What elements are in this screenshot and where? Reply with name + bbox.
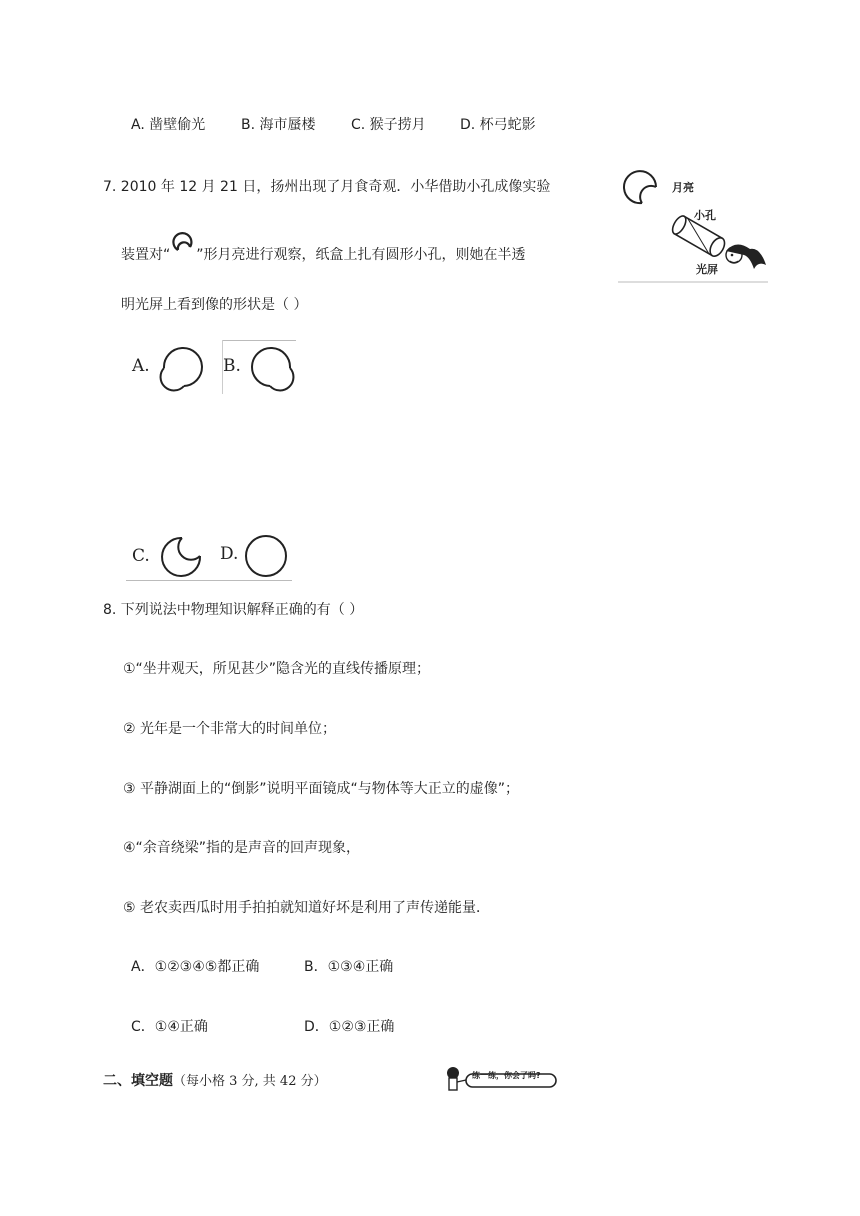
q8-option-c: C．①④正确 xyxy=(131,1019,208,1035)
q8-option-a: A．①②③④⑤都正确 xyxy=(131,959,260,975)
label-moon: 月亮 xyxy=(672,181,694,194)
section2-title: 二、填空题 xyxy=(103,1073,173,1089)
q6-option-b: B. 海市蜃楼 xyxy=(241,117,316,133)
q8-statement-5: ⑤ 老农卖西瓜时用手拍拍就知道好坏是利用了声传递能量． xyxy=(123,900,490,916)
q8-statement-1: ①“坐井观天，所见甚少”隐含光的直线传播原理； xyxy=(123,661,431,677)
q7-option-c-shape xyxy=(156,532,206,582)
practice-banner-text: 练一练，你会了吗? xyxy=(472,1071,541,1080)
q8-option-b: B．①③④正确 xyxy=(304,959,394,975)
section2-heading xyxy=(103,1072,327,1091)
q8-option-d: D．①②③正确 xyxy=(304,1019,395,1035)
q7-option-a-label: A. xyxy=(132,356,150,376)
q7-options-ab xyxy=(126,338,306,398)
q7-options-cd xyxy=(126,528,296,584)
practice-banner xyxy=(442,1066,558,1092)
pinhole-diagram-drawing xyxy=(618,165,770,285)
q6-option-c: C. 猴子捞月 xyxy=(351,117,426,133)
q7-option-d-label: D. xyxy=(220,544,239,564)
q7-option-a-shape xyxy=(158,342,208,392)
label-screen: 光屏 xyxy=(696,263,718,276)
q7-option-b-shape xyxy=(244,342,296,392)
q6-option-a: A. 凿壁偷光 xyxy=(131,117,206,133)
q7-option-c-label: C. xyxy=(132,546,150,566)
q8-statement-4: ④“余音绕梁”指的是声音的回声现象， xyxy=(123,840,361,856)
pinhole-experiment-diagram xyxy=(618,165,770,285)
label-pinhole: 小孔 xyxy=(694,209,716,222)
option-cd-baseline xyxy=(126,580,292,581)
q7-option-b-label: B. xyxy=(223,356,241,376)
section2-note: （每小格 3 分, 共 42 分） xyxy=(173,1074,327,1089)
q7-stem-line2 xyxy=(121,237,526,264)
crescent-moon-icon xyxy=(170,237,196,255)
q7-option-d-shape xyxy=(242,532,290,580)
q6-option-d: D. 杯弓蛇影 xyxy=(460,117,536,133)
q8-statement-2: ② 光年是一个非常大的时间单位； xyxy=(123,721,337,737)
q7-stem-line1: 7. 2010 年 12 月 21 日，扬州出现了月食奇观．小华借助小孔成像实验 xyxy=(103,179,551,195)
q7-line2-pre: 装置对“ xyxy=(121,247,171,263)
q7-line2-post: ”形月亮进行观察，纸盒上扎有圆形小孔，则她在半透 xyxy=(196,247,526,263)
option-b-frame-left xyxy=(222,340,223,394)
q8-statement-3: ③ 平静湖面上的“倒影”说明平面镜成“与物体等大正立的虚像”； xyxy=(123,781,520,797)
q8-stem: 8. 下列说法中物理知识解释正确的有（ ） xyxy=(103,602,364,618)
q7-stem-line3: 明光屏上看到像的形状是（ ） xyxy=(121,297,308,313)
